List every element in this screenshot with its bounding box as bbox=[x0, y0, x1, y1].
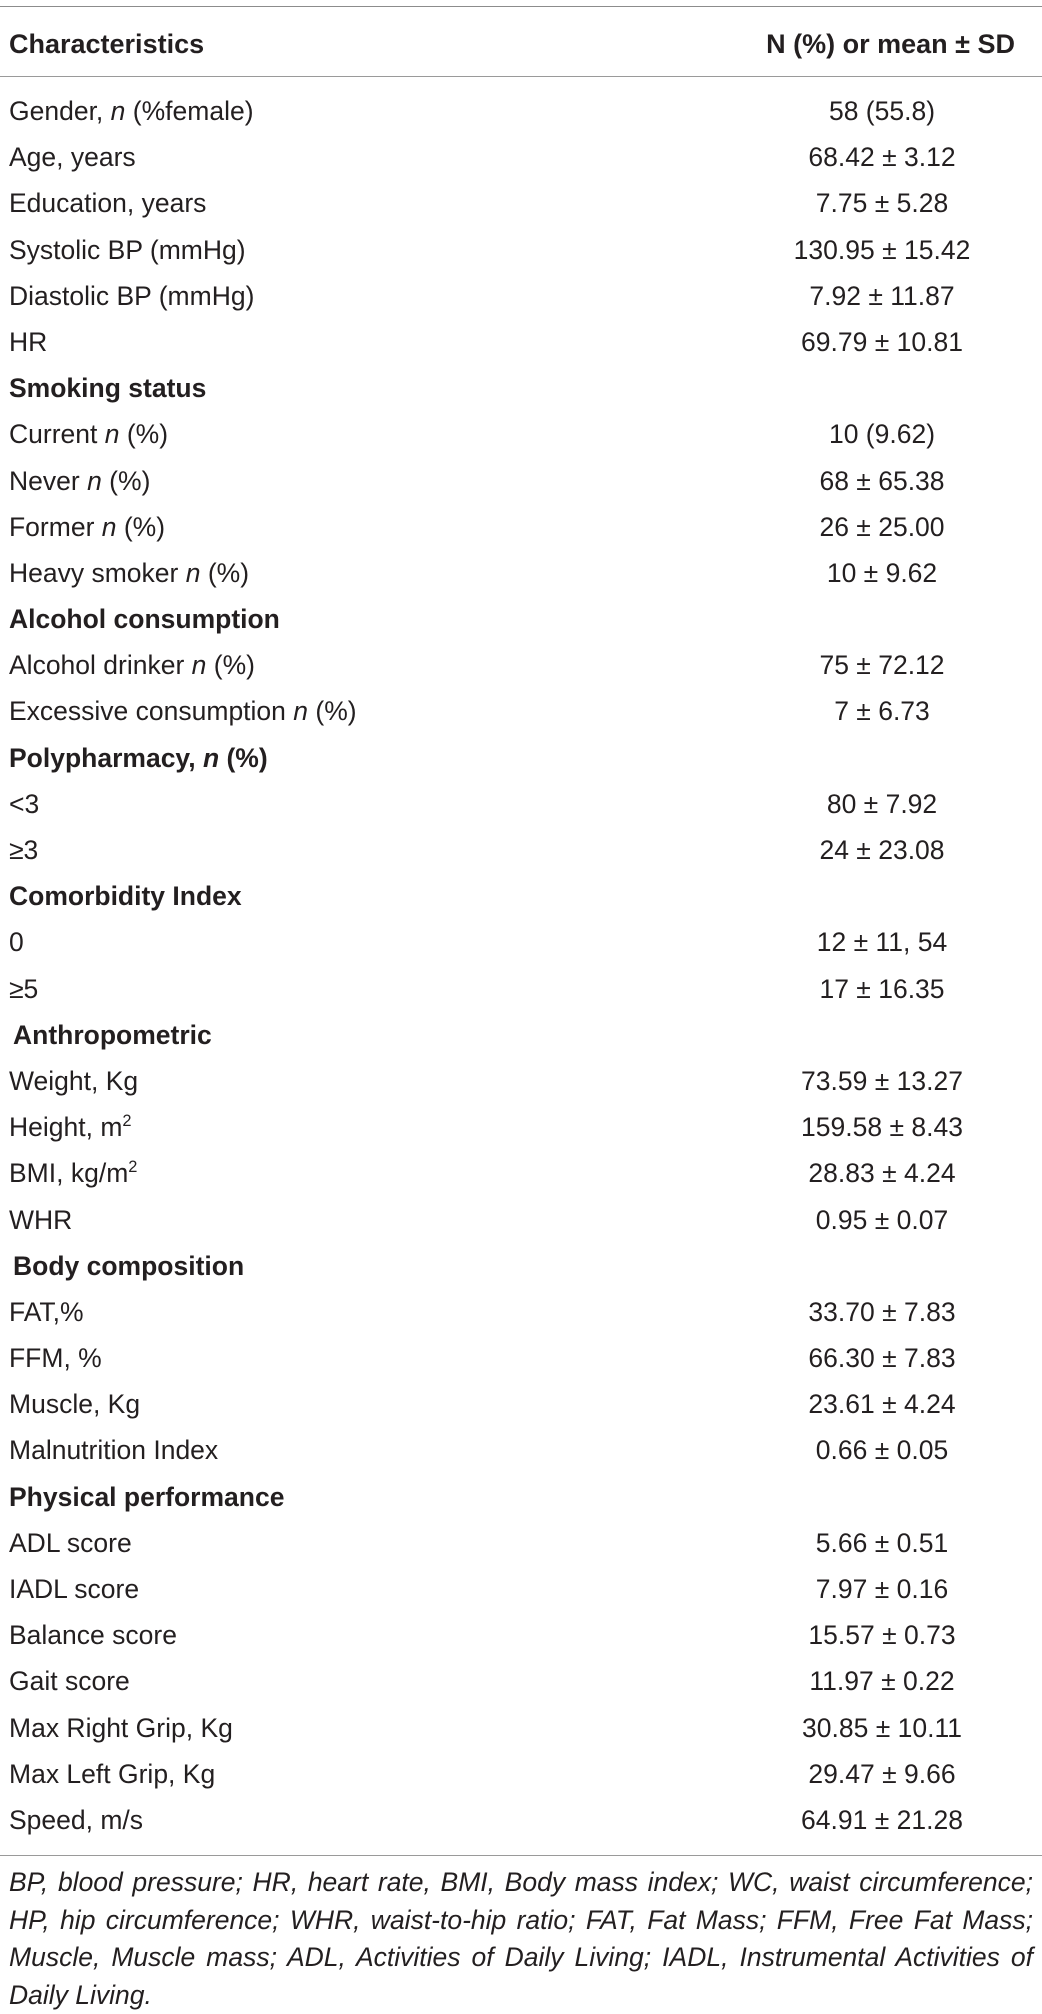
section-header-row bbox=[0, 1012, 1042, 1058]
table-row: <3 80 ± 7.92 bbox=[9, 788, 938, 819]
row-label: Weight, Kg bbox=[9, 1065, 139, 1096]
section-header-row bbox=[0, 1243, 1042, 1289]
row-label: Education, years bbox=[9, 188, 207, 219]
table-row: WHR 0.95 ± 0.07 bbox=[9, 1204, 949, 1235]
row-label: Muscle, Kg bbox=[9, 1389, 141, 1420]
table-row: ≥3 24 ± 23.08 bbox=[9, 835, 945, 865]
table-row: Education, years 7.75 ± 5.28 bbox=[9, 188, 949, 219]
table-row: Balance score 15.57 ± 0.73 bbox=[9, 1620, 956, 1651]
table-row: Systolic BP (mmHg) 130.95 ± 15.42 bbox=[9, 234, 971, 265]
table-row: ADL score 5.66 ± 0.51 bbox=[9, 1527, 949, 1558]
section-header-label: Comorbidity Index bbox=[9, 881, 242, 912]
section-header-row bbox=[0, 873, 1042, 919]
table-row: FAT,% 33.70 ± 7.83 bbox=[9, 1296, 956, 1327]
table-row: Diastolic BP (mmHg) 7.92 ± 11.87 bbox=[9, 280, 955, 311]
section-header-row bbox=[0, 365, 1042, 411]
row-label: Excessive consumption n (%) bbox=[9, 696, 357, 727]
row-label: Height, $m^2$ bbox=[9, 1112, 132, 1143]
row-label: Systolic BP (mmHg) bbox=[9, 234, 246, 265]
section-header-row bbox=[0, 1474, 1042, 1520]
table-row: Gender, n (%female) 58 (55.8) bbox=[9, 96, 936, 126]
section-header-label: Polypharmacy, n (%) bbox=[9, 742, 268, 773]
table-row: Weight, Kg 73.59 ± 13.27 bbox=[9, 1065, 963, 1096]
table-row: BMI, $kg/m^2$ 28.83 ± 4.24 bbox=[9, 1158, 956, 1189]
table-row: Age, years 68.42 ± 3.12 bbox=[9, 142, 956, 173]
table-row: ≥5 17 ± 16.35 bbox=[9, 973, 945, 1004]
row-label: Heavy smoker n (%) bbox=[9, 557, 250, 588]
row-label: <3 bbox=[9, 788, 40, 819]
table-row: IADL score 7.97 ± 0.16 bbox=[9, 1574, 949, 1604]
table-row: Alcohol drinker n (%) 75 ± 72.12 bbox=[9, 650, 945, 681]
row-label: Never n (%) bbox=[9, 465, 151, 496]
table-row: Gait score 11.97 ± 0.22 bbox=[9, 1666, 955, 1697]
row-label: Age, years bbox=[9, 142, 136, 173]
table-row: Former n (%) 26 ± 25.00 bbox=[9, 511, 945, 542]
table-row: Muscle, Kg 23.61 ± 4.24 bbox=[9, 1389, 956, 1420]
row-label: Speed, m/s bbox=[9, 1804, 144, 1835]
table-bottom-rule bbox=[0, 1855, 1042, 1856]
table-row: Height, $m^2$ 159.58 ± 8.43 bbox=[9, 1112, 963, 1143]
row-label: Max Left Grip, Kg bbox=[9, 1758, 216, 1789]
section-header-label: Smoking status bbox=[9, 373, 207, 404]
table-row: Speed, m/s 64.91 ± 21.28 bbox=[9, 1804, 963, 1835]
row-label: IADL score bbox=[9, 1574, 140, 1604]
table-body bbox=[0, 88, 1042, 1843]
column-header-value: N (%) or mean ± SD bbox=[766, 29, 1015, 59]
table-row: Malnutrition Index 0.66 ± 0.05 bbox=[9, 1435, 949, 1466]
row-label: Diastolic BP (mmHg) bbox=[9, 280, 255, 311]
row-label: Current n (%) bbox=[9, 419, 169, 450]
table-header bbox=[0, 6, 1042, 76]
row-label: FFM, % bbox=[9, 1343, 102, 1374]
section-header-label: Anthropometric bbox=[13, 1019, 212, 1050]
row-label: HR bbox=[9, 326, 48, 357]
table-row: HR 69.79 ± 10.81 bbox=[9, 326, 963, 357]
section-header-label: Body composition bbox=[13, 1250, 245, 1281]
row-label: Gait score bbox=[9, 1666, 130, 1697]
row-label: WHR bbox=[9, 1204, 73, 1235]
row-label: Gender, n (%female) bbox=[9, 96, 254, 126]
table-row: Max Right Grip, Kg 30.85 ± 10.11 bbox=[9, 1712, 962, 1743]
row-label: Former n (%) bbox=[9, 511, 166, 542]
column-header-characteristics: Characteristics bbox=[9, 29, 205, 59]
row-label: BMI, $kg/m^2$ bbox=[9, 1158, 138, 1189]
table-row: FFM, % 66.30 ± 7.83 bbox=[9, 1343, 956, 1374]
row-label: ADL score bbox=[9, 1527, 132, 1558]
section-header-label: Physical performance bbox=[9, 1481, 285, 1512]
row-label: Alcohol drinker n (%) bbox=[9, 650, 255, 681]
section-header-label: Alcohol consumption bbox=[9, 604, 280, 635]
table-row: Max Left Grip, Kg 29.47 ± 9.66 bbox=[9, 1758, 956, 1789]
row-label: Max Right Grip, Kg bbox=[9, 1712, 233, 1743]
row-label: ≥5 bbox=[9, 973, 39, 1004]
row-label: Malnutrition Index bbox=[9, 1435, 219, 1466]
header-rule bbox=[0, 76, 1042, 77]
row-label: ≥3 bbox=[9, 835, 39, 865]
table-row: Excessive consumption n (%) 7 ± 6.73 bbox=[9, 696, 930, 727]
row-label: Balance score bbox=[9, 1620, 177, 1651]
row-label: 0 bbox=[9, 927, 24, 958]
section-header-row bbox=[0, 735, 1042, 781]
table-row: 0 12 ± 11, 54 bbox=[9, 927, 948, 958]
table-row: Heavy smoker n (%) 10 ± 9.62 bbox=[9, 557, 938, 588]
table-row: Never n (%) 68 ± 65.38 bbox=[9, 465, 945, 496]
row-label: FAT,% bbox=[9, 1296, 84, 1327]
table-footnote: BP, blood pressure; HR, heart rate, BMI, Body mass index; WC, waist circumference; HP, hip circumference; WHR, waist-to-hip ratio; FAT, Fat Mass; FFM, Free Fat Mass; Muscle, Muscle mass; ADL, Activities of Daily Living; IADL, Instrumental Activities of Daily Living. bbox=[9, 1867, 1033, 2010]
section-header-row bbox=[0, 596, 1042, 642]
table-row: Current n (%) 10 (9.62) bbox=[9, 419, 936, 450]
